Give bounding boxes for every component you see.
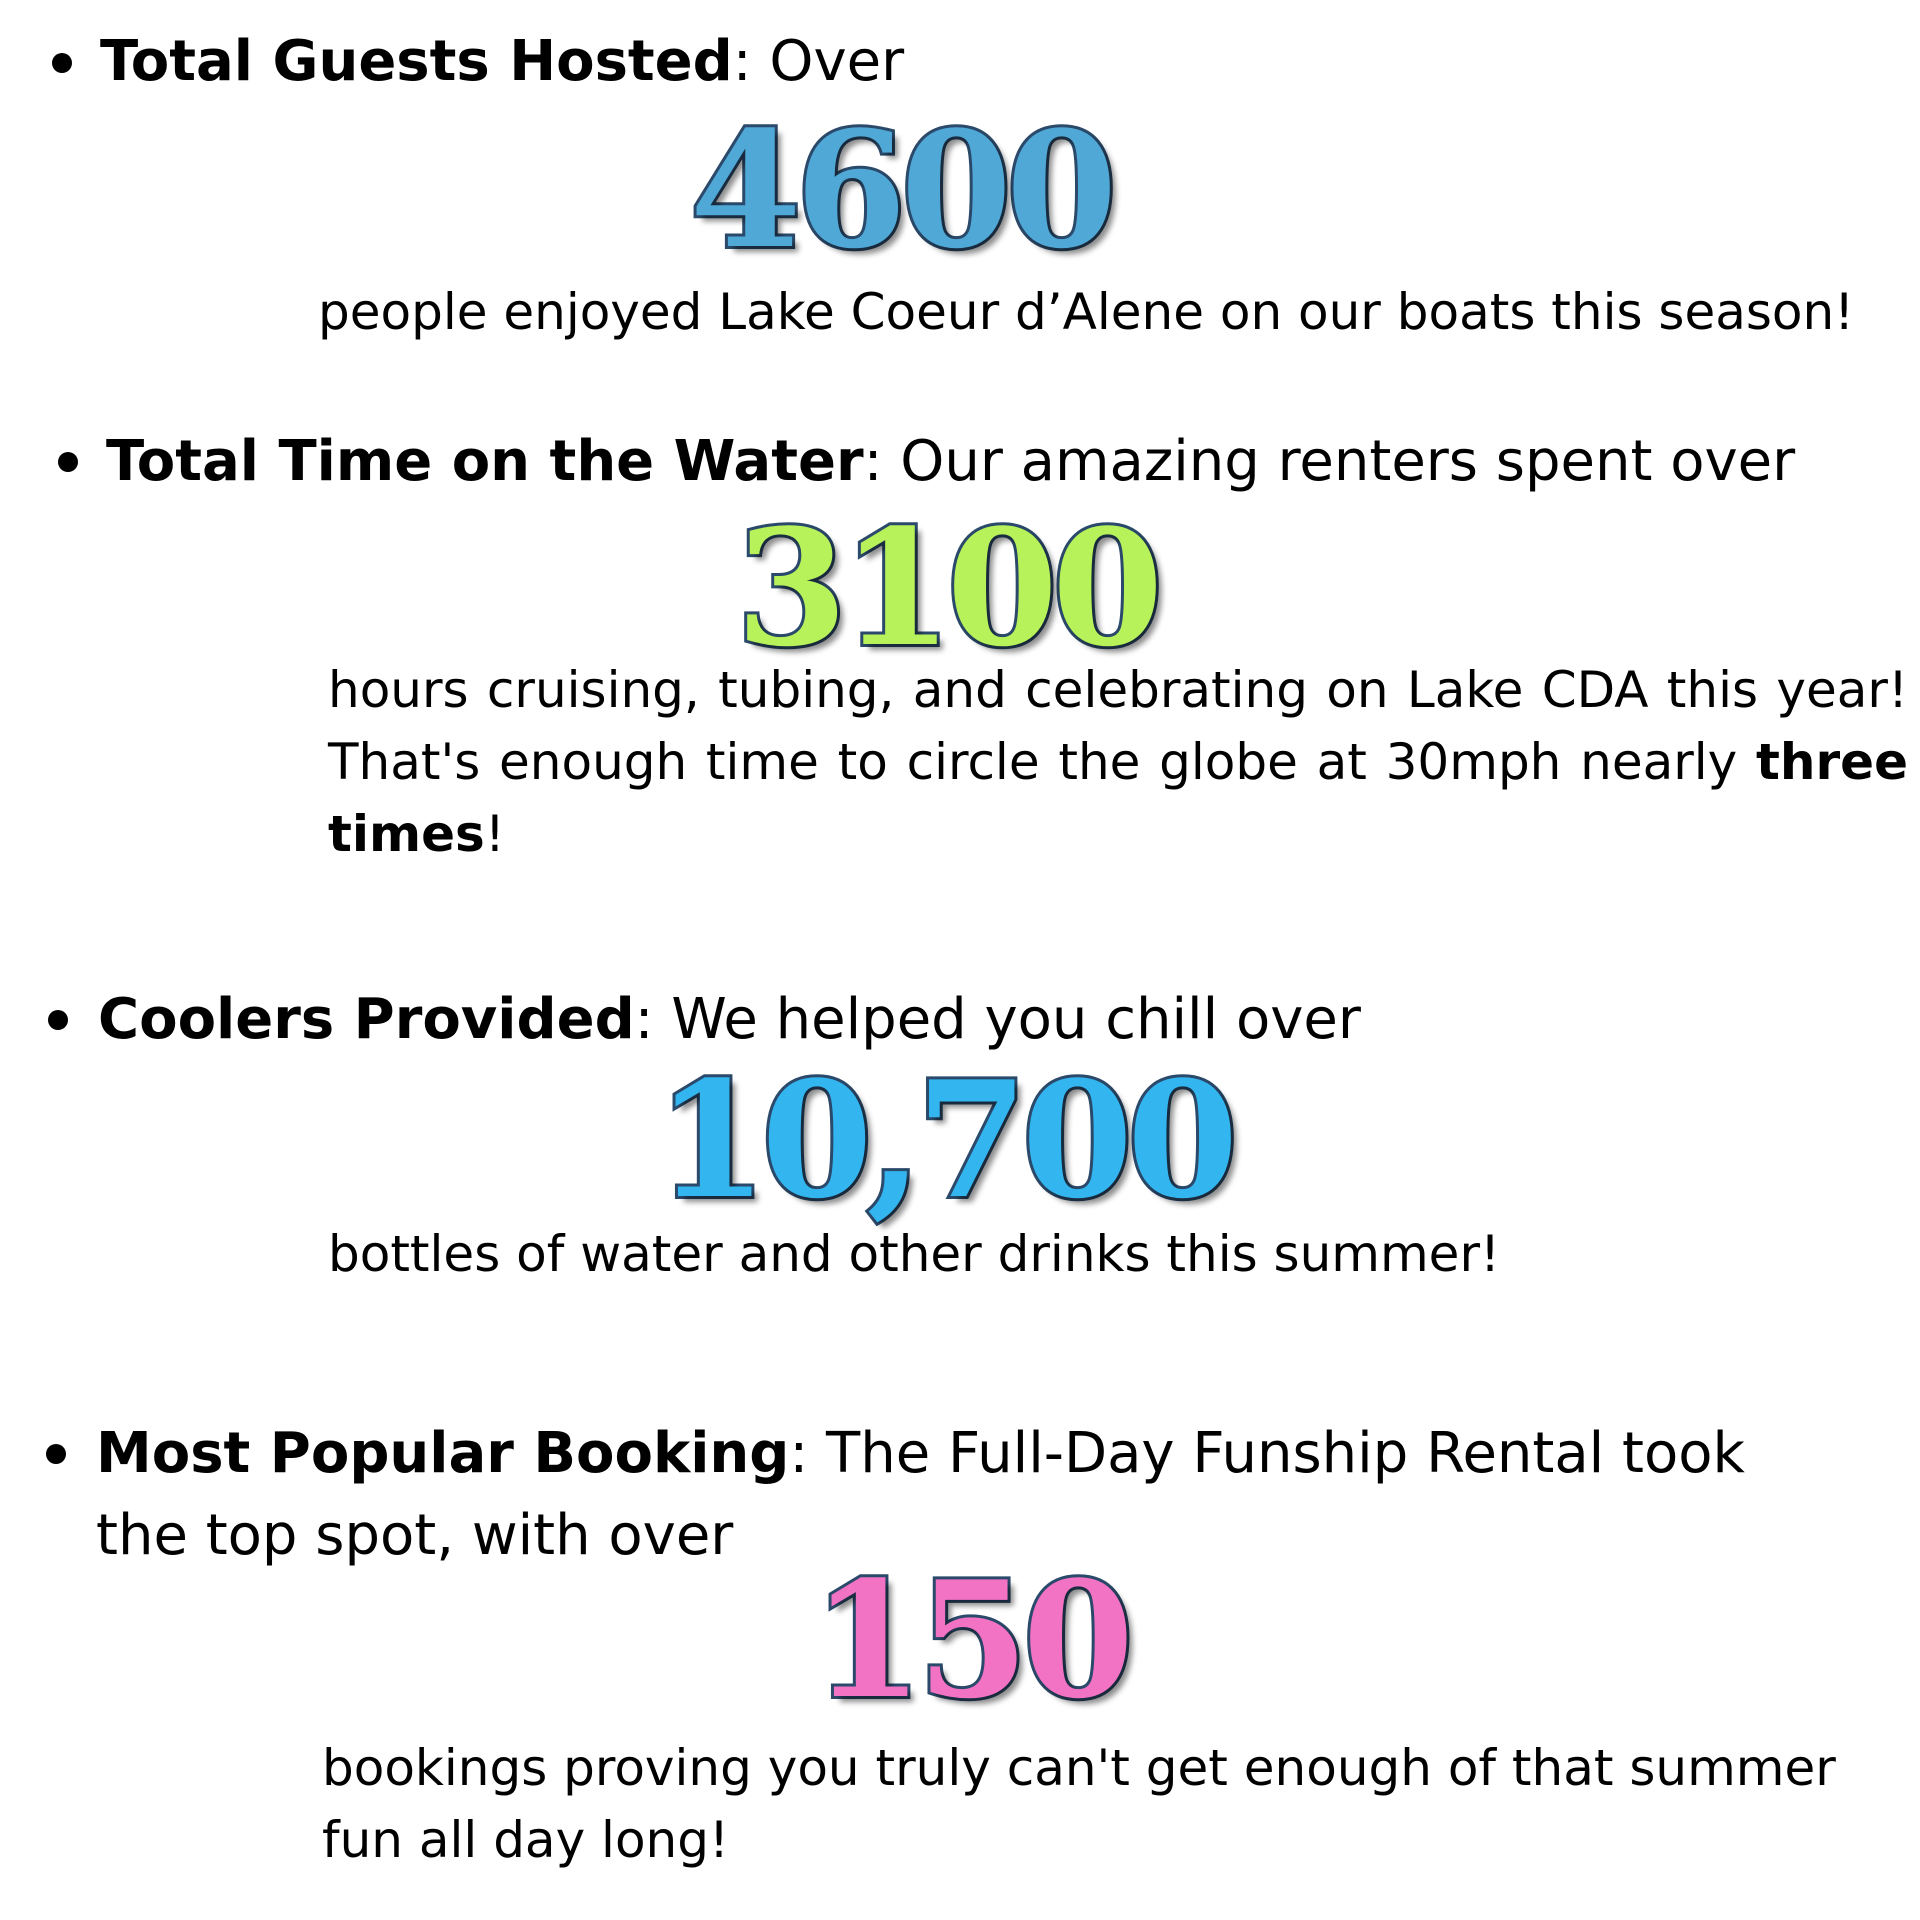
stat-time-heading-line bbox=[106, 426, 1795, 498]
stat-coolers-detail: bottles of water and other drinks this summer! bbox=[328, 1225, 1501, 1283]
stat-guests-heading-line bbox=[100, 26, 904, 98]
stat-booking-detail: bookings proving you truly can't get enough of that summer fun all day long! bbox=[322, 1739, 1836, 1869]
stat-guests-heading: Total Guests Hosted bbox=[100, 29, 733, 94]
bullet-icon bbox=[58, 452, 78, 472]
bullet-icon bbox=[46, 1444, 66, 1464]
stat-time-detail-text: hours cruising, tubing, and celebrating on Lake CDA this year! That's enough time to circle the globe at 30mph nearly bbox=[328, 661, 1908, 791]
stat-booking-intro-line2 bbox=[96, 1500, 733, 1572]
stat-guests-detail: people enjoyed Lake Coeur d’Alene on our boats this season! bbox=[318, 283, 1855, 341]
stat-time-number: 3100 bbox=[736, 494, 1158, 682]
bullet-icon bbox=[48, 1010, 68, 1030]
stat-time-detail-end: ! bbox=[484, 805, 505, 863]
stat-time-heading: Total Time on the Water bbox=[106, 429, 864, 494]
stat-guests-intro: : Over bbox=[732, 29, 905, 94]
stat-booking-intro-2: the top spot, with over bbox=[96, 1503, 734, 1568]
stat-guests-number: 4600 bbox=[690, 96, 1112, 284]
stat-booking-heading: Most Popular Booking bbox=[96, 1421, 790, 1486]
stat-booking-intro-1: : The Full-Day Funship Rental took bbox=[789, 1421, 1745, 1486]
stat-time-detail bbox=[328, 654, 1908, 870]
stat-time-intro: : Our amazing renters spent over bbox=[863, 429, 1796, 494]
stat-coolers-intro: : We helped you chill over bbox=[634, 987, 1361, 1052]
bullet-icon bbox=[52, 53, 72, 73]
stat-coolers-number: 10,700 bbox=[656, 1046, 1233, 1234]
stat-time-detail-emphasis: three times bbox=[328, 733, 1908, 863]
stat-coolers-heading: Coolers Provided bbox=[98, 987, 635, 1052]
stat-booking-heading-line bbox=[96, 1418, 1846, 1490]
stat-booking-number: 150 bbox=[812, 1546, 1128, 1734]
